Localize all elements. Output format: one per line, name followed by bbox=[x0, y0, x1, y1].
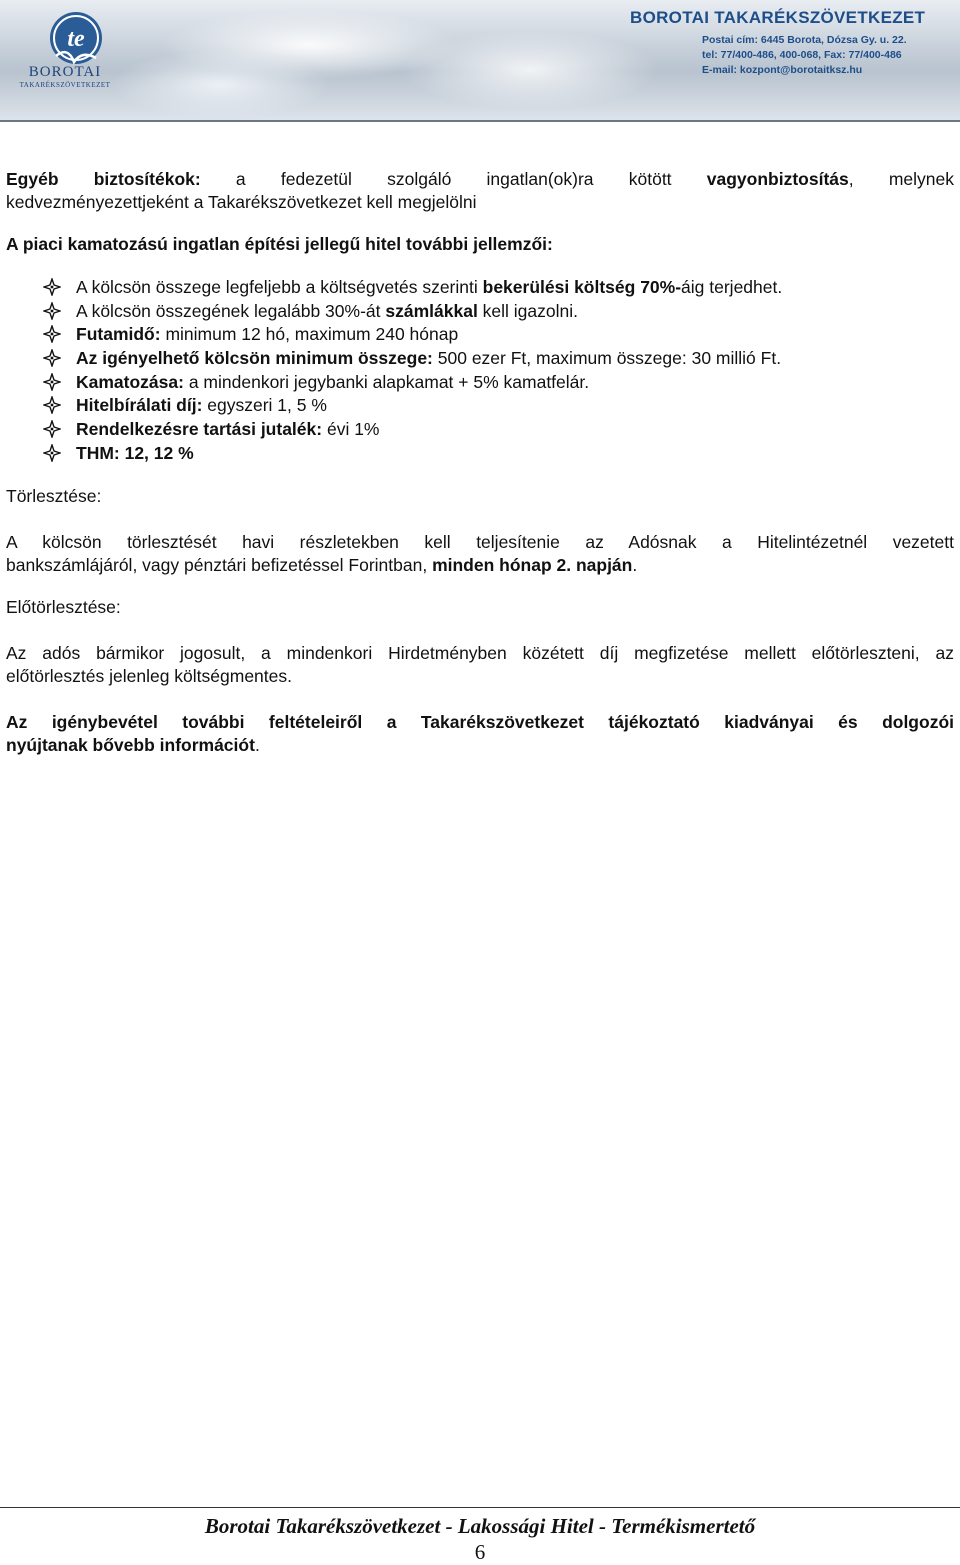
features-heading: A piaci kamatozású ingatlan építési jellegű hitel további jellemzői: bbox=[6, 234, 553, 254]
bullet-text: áig terjedhet. bbox=[681, 277, 783, 297]
diamond-bullet-icon bbox=[43, 373, 61, 391]
prepayment-heading: Előtörlesztése: bbox=[6, 596, 121, 617]
page-number: 6 bbox=[474, 1540, 486, 1564]
document-body bbox=[6, 168, 954, 757]
security-bold: vagyonbiztosítás bbox=[706, 169, 849, 189]
closing-end: . bbox=[254, 734, 260, 755]
diamond-bullet-icon bbox=[43, 396, 61, 414]
list-item bbox=[6, 418, 954, 442]
bullet-text: kell igazolni. bbox=[477, 300, 579, 321]
sky-cloud bbox=[400, 30, 660, 110]
closing-line2 bbox=[6, 734, 954, 757]
bullet-text: 500 ezer Ft, maximum összege: 30 millió Ft. bbox=[432, 348, 782, 369]
bullet-text: A kölcsön összegének legalább 30%-át bbox=[76, 300, 386, 321]
list-item bbox=[6, 347, 954, 371]
repayment-text-end: . bbox=[632, 554, 638, 575]
security-paragraph-line2: kedvezményezettjeként a Takarékszövetkezet kell megjelölni bbox=[6, 192, 477, 212]
company-contact-block bbox=[630, 8, 940, 78]
phone-fax: tel: 77/400-486, 400-068, Fax: 77/400-486 bbox=[702, 49, 902, 61]
bullet-bold: számlákkal bbox=[385, 300, 478, 321]
company-name: BOROTAI TAKARÉKSZÖVETKEZET bbox=[630, 8, 926, 27]
diamond-bullet-icon bbox=[43, 325, 61, 343]
list-item bbox=[6, 300, 954, 324]
bullet-bold: bekerülési költség 70%- bbox=[482, 277, 682, 297]
list-item bbox=[6, 276, 954, 300]
email-address: E-mail: kozpont@borotaitksz.hu bbox=[702, 64, 863, 76]
list-item bbox=[6, 394, 954, 418]
bullet-text: egyszeri 1, 5 % bbox=[202, 395, 327, 416]
sky-cloud bbox=[110, 50, 330, 120]
letterhead-banner bbox=[0, 0, 960, 120]
closing-line1: Az igénybevétel további feltételeiről a Takarékszövetkezet tájékoztató kiadványai és dolgozói bbox=[6, 711, 954, 732]
diamond-bullet-icon bbox=[43, 420, 61, 438]
postal-address: Postai cím: 6445 Borota, Dózsa Gy. u. 22. bbox=[702, 34, 907, 46]
bullet-bold: THM: 12, 12 % bbox=[76, 442, 194, 463]
logo-subtitle: TAKARÉKSZÖVETKEZET bbox=[19, 81, 111, 89]
bullet-text: A kölcsön összege legfeljebb a költségvetés szerinti bbox=[76, 277, 483, 297]
prepayment-line1: Az adós bármikor jogosult, a mindenkori Hirdetményben közétett díj megfizetése mellett előtörleszteni, az bbox=[6, 642, 954, 663]
diamond-bullet-icon bbox=[43, 278, 61, 296]
prepayment-line2: előtörlesztés jelenleg költségmentes. bbox=[6, 665, 292, 686]
footer-title: Borotai Takarékszövetkezet - Lakossági Hitel - Termékismertető bbox=[204, 1514, 756, 1538]
bullet-text: évi 1% bbox=[322, 419, 380, 440]
bullet-bold: Az igényelhető kölcsön minimum összege: bbox=[76, 348, 433, 369]
logo-name: BOROTAI bbox=[28, 64, 102, 80]
logo-monogram: te bbox=[67, 26, 85, 52]
header-divider bbox=[0, 120, 960, 122]
bullet-text: a mindenkori jegybanki alapkamat + 5% kamatfelár. bbox=[183, 371, 590, 392]
diamond-bullet-icon bbox=[43, 302, 61, 320]
repayment-text: bankszámlájáról, vagy pénztári befizetéssel Forintban, bbox=[6, 554, 433, 575]
footer-divider bbox=[0, 1507, 960, 1508]
diamond-bullet-icon bbox=[43, 444, 61, 462]
repayment-heading: Törlesztése: bbox=[6, 485, 102, 506]
security-text: a fedezetül szolgáló ingatlan(ok)ra kötött bbox=[200, 169, 707, 189]
security-label: Egyéb biztosítékok: bbox=[6, 169, 201, 189]
bullet-bold: Rendelkezésre tartási jutalék: bbox=[76, 419, 323, 440]
security-text-end: , melynek bbox=[848, 169, 954, 189]
repayment-line1: A kölcsön törlesztését havi részletekben kell teljesítenie az Adósnak a Hitelintézetnél vezetett bbox=[6, 531, 954, 552]
repayment-due-date: minden hónap 2. napján bbox=[432, 554, 633, 575]
list-item bbox=[6, 371, 954, 395]
bullet-bold: Futamidő: bbox=[76, 324, 161, 345]
security-paragraph bbox=[6, 168, 954, 191]
list-item bbox=[6, 323, 954, 347]
features-list bbox=[6, 276, 954, 466]
list-item bbox=[6, 442, 954, 466]
diamond-bullet-icon bbox=[43, 349, 61, 367]
bullet-text: minimum 12 hó, maximum 240 hónap bbox=[160, 324, 459, 345]
repayment-line2 bbox=[6, 554, 954, 577]
bullet-bold: Hitelbírálati díj: bbox=[76, 395, 203, 416]
bullet-bold: Kamatozása: bbox=[76, 371, 184, 392]
closing-bold: nyújtanak bővebb információt bbox=[6, 734, 255, 755]
